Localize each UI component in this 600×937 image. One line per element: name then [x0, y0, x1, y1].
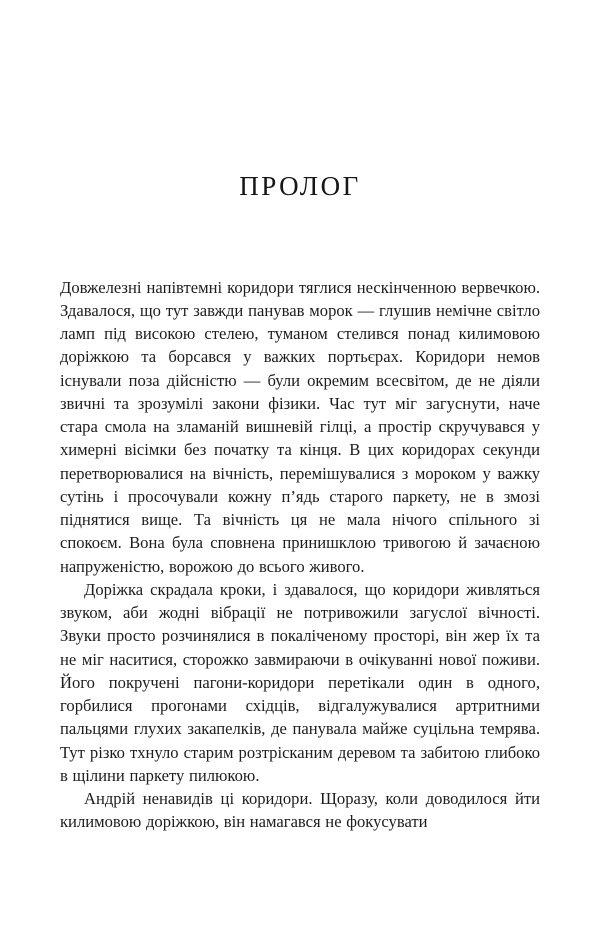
paragraph: Андрій ненавидів ці коридори. Щоразу, коли доводилося йти килимовою доріжкою, він намагався не фокусувати: [60, 789, 540, 832]
chapter-title: ПРОЛОГ: [239, 171, 361, 201]
body-text-block: [60, 276, 540, 834]
paragraph: Довжелезні напівтемні коридори тяглися нескінченною вервечкою. Здавалося, що тут завжди панував морок — глушив немічне світло ламп під високою стелею, туманом стелився понад килимовою доріжкою та борсався у важких портьєрах. Коридори немов існували поза дійсністю — були окремим всесвітом, де не діяли звичні та зрозумілі закони фізики. Час тут міг загуснути, наче стара смола на зламаній вишневій гілці, а простір скручувався у химерні вісімки без початку та кінця. В цих коридорах секунди перетворювалися на вічність, перемішувалися з мороком у важку сутінь і просочували кожну п’ядь старого паркету, не в змозі піднятися вище. Та вічність ця не мала нічого спільного зі спокоєм. Вона була сповнена принишклою тривогою й зачаєною напруженістю, ворожою до всього живого.: [60, 277, 540, 576]
paragraph: Доріжка скрадала кроки, і здавалося, що коридори живляться звуком, аби жодні вібрації не потривожили загуслої вічності. Звуки просто розчинялися в покаліченому просторі, він жер їх та не міг наситися, сторожко завмираючи в очікуванні нової поживи. Його покручені пагони-коридори перетікали один в одного, горбилися прогонами східців, відгалужувалися артритними пальцями глухих закапелків, де панувала майже суцільна темрява. Тут різко тхнуло старим розтрісканим деревом та забитою глибоко в щілини паркету пилюкою.: [60, 579, 540, 785]
